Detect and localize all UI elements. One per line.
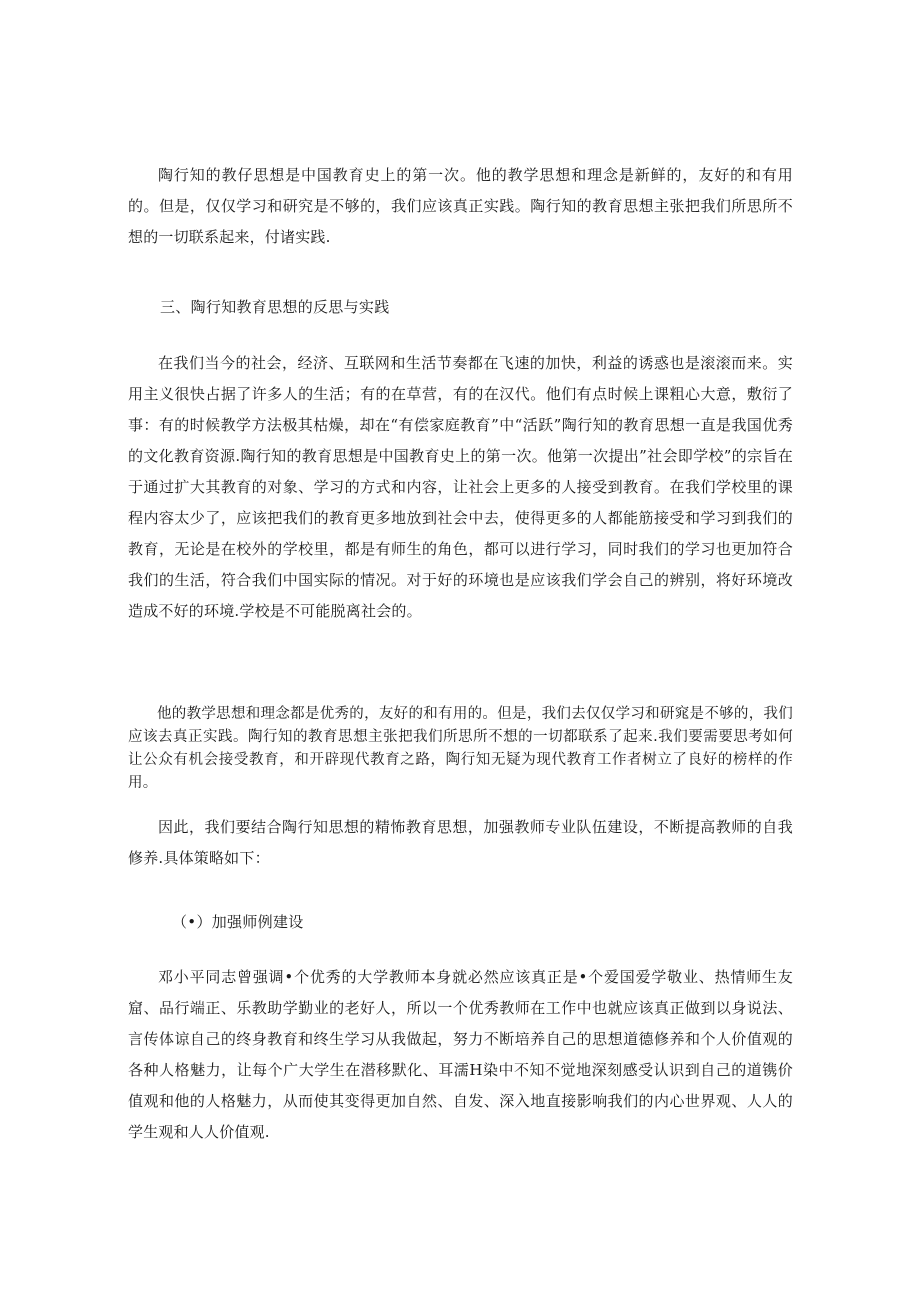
body-paragraph: 在我们当今的社会，经济、互联网和生活节奏都在飞速的加快，利益的诱惑也是滚滚而来。实用主义很快占据了许多人的生活；有的在草营，有的在汉代。他们有点时候上课粗心大意，敷衍了事：有的时候教学方法极其枯燥，却在“有偿家庭教育”中“活跃”陶行知的教育思想一直是我国优秀的文化教育资源.陶行知的教育思想是中国教育史上的第一次。他第一次提出”社会即学校”的宗旨在于通过扩大其教育的对象、学习的方式和内容，让社会上更多的人接受到教育。在我们学校里的课程内容太少了，应该把我们的教育更多地放到社会中去，使得更多的人都能筋接受和学习到我们的教育，无论是在校外的学校里，都是有师生的角色，都可以进行学习，同时我们的学习也更加符合我们的生活，符合我们中国实际的情况。对于好的环境也是应该我们学会自己的辨别，将好环境改造成不好的环境.学校是不可能脱离社会的。 xyxy=(128,354,793,620)
body-paragraph: 邓小平同志曾强调•个优秀的大学教师本身就必然应该真正是•个爱国爱学敬业、热情师生友窟、品行端正、乐教助学勤业的老好人，所以一个优秀教师在工作中也就应该真正做到以身说法、言传体谅自己的终身教育和终生学习从我做起，努力不断培养自己的思想道德修养和个人价值观的各种人格魅力，让每个广大学生在潜移默化、耳濡H染中不知不觉地深刻感受认识到自己的道镌价值观和他的人格魅力，从而使其变得更加自然、自发、深入地直接影响我们的内心世界观、人人的学生观和人人价值观. xyxy=(128,968,793,1141)
body-paragraph: 陶行知的教仔思想是中国教育史上的第一次。他的教学思想和理念是新鲜的，友好的和有用的。但是，仅仅学习和研究是不够的，我们应该真正实践。陶行知的教育思想主张把我们所思所不想的一切联系起来，付诸实践. xyxy=(128,166,793,246)
body-paragraph: 他的教学思想和理念都是优秀的，友好的和有用的。但是，我们去仅仅学习和研窕是不够的，我们应该去真正实践。陶行知的教育思想主张把我们所思所不想的一切都联系了起来.我们要需要思考如何让公众有机会接受教育，和开辟现代教育之路，陶行知无疑为现代教育工作者树立了良好的榜样的作用。 xyxy=(128,706,793,791)
body-paragraph: 因此，我们要结合陶行知思想的精怖教育思想，加强教师专业队伍建设，不断提高教师的自我修养.具体策略如下： xyxy=(128,818,793,867)
section-heading: 三、陶行知教育思想的反思与实践 xyxy=(160,298,390,316)
subsection-heading: （•）加强师例建设 xyxy=(172,913,304,931)
